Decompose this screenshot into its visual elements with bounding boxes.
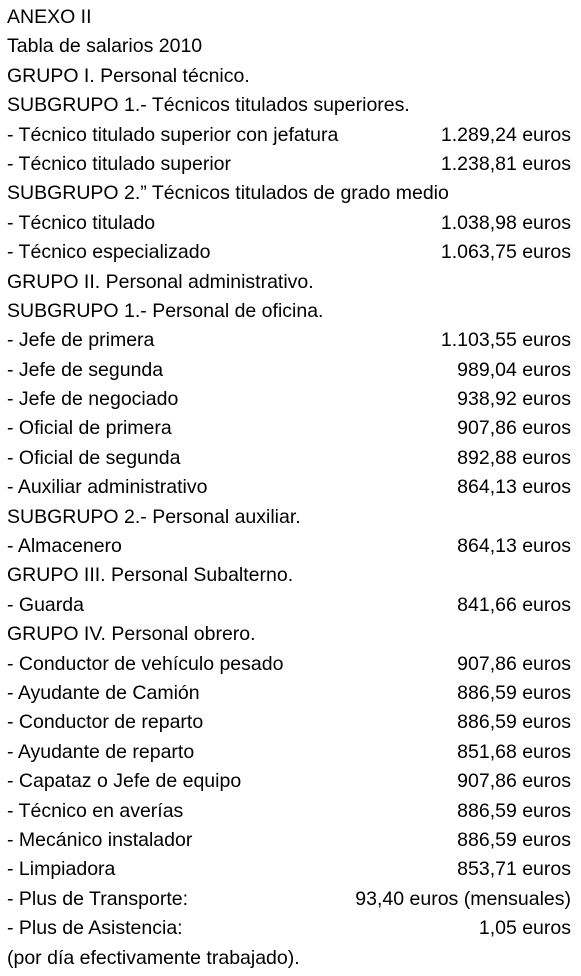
- job-title: - Limpiadora: [7, 858, 116, 881]
- salary-row: [7, 797, 571, 826]
- job-title: - Mecánico instalador: [7, 828, 193, 851]
- salary-row: [7, 679, 571, 708]
- salary-amount: 1.038,98 euros: [440, 211, 571, 234]
- subgroup-heading: [7, 91, 571, 120]
- allowance-row: [7, 885, 571, 914]
- salary-amount: 907,86 euros: [457, 417, 571, 440]
- subgroup-heading: [7, 179, 571, 208]
- salary-row: [7, 708, 571, 737]
- salary-amount: 1.103,55 euros: [440, 329, 571, 352]
- line-label: GRUPO II. Personal administrativo.: [7, 270, 314, 293]
- job-title: - Ayudante de reparto: [7, 740, 195, 763]
- salary-amount: 886,59 euros: [457, 828, 571, 851]
- job-title: - Conductor de vehículo pesado: [7, 652, 284, 675]
- line-label: GRUPO IV. Personal obrero.: [7, 623, 256, 646]
- salary-amount: 989,04 euros: [457, 358, 571, 381]
- salary-amount: 864,13 euros: [457, 535, 571, 558]
- salary-amount: 851,68 euros: [457, 740, 571, 763]
- line-label: Tabla de salarios 2010: [7, 35, 203, 58]
- salary-row: [7, 444, 571, 473]
- salary-amount: 853,71 euros: [457, 858, 571, 881]
- group-heading: [7, 62, 571, 91]
- salary-amount: 938,92 euros: [457, 388, 571, 411]
- salary-amount: 886,59 euros: [457, 681, 571, 704]
- salary-amount: 864,13 euros: [457, 476, 571, 499]
- job-title: - Oficial de segunda: [7, 446, 181, 469]
- salary-row: [7, 356, 571, 385]
- job-title: - Técnico especializado: [7, 241, 211, 264]
- allowance-title: - Plus de Transporte:: [7, 887, 189, 910]
- job-title: - Jefe de negociado: [7, 388, 179, 411]
- salary-amount: 886,59 euros: [457, 711, 571, 734]
- job-title: - Almacenero: [7, 535, 122, 558]
- line-label: SUBGRUPO 1.- Personal de oficina.: [7, 299, 324, 322]
- subgroup-heading: [7, 297, 571, 326]
- job-title: - Técnico titulado superior: [7, 152, 232, 175]
- job-title: - Capataz o Jefe de equipo: [7, 770, 242, 793]
- salary-amount: 1.289,24 euros: [440, 123, 571, 146]
- salary-amount: 907,86 euros: [457, 770, 571, 793]
- footnote: [7, 944, 571, 973]
- document-heading: [7, 3, 571, 32]
- salary-row: [7, 738, 571, 767]
- job-title: - Jefe de primera: [7, 329, 155, 352]
- job-title: - Auxiliar administrativo: [7, 476, 208, 499]
- job-title: - Ayudante de Camión: [7, 681, 200, 704]
- line-label: GRUPO I. Personal técnico.: [7, 64, 250, 87]
- salary-row: [7, 414, 571, 443]
- salary-row: [7, 385, 571, 414]
- job-title: - Técnico en averías: [7, 799, 184, 822]
- job-title: - Conductor de reparto: [7, 711, 204, 734]
- subgroup-heading: [7, 503, 571, 532]
- group-heading: [7, 620, 571, 649]
- salary-table-document: [7, 3, 571, 973]
- line-label: SUBGRUPO 1.- Técnicos titulados superiores.: [7, 94, 410, 117]
- document-subtitle: [7, 32, 571, 61]
- allowance-amount: 1,05 euros: [478, 917, 571, 940]
- line-label: SUBGRUPO 2.- Personal auxiliar.: [7, 505, 301, 528]
- job-title: - Oficial de primera: [7, 417, 172, 440]
- job-title: - Técnico titulado superior con jefatura: [7, 123, 339, 146]
- salary-row: [7, 473, 571, 502]
- allowance-row: [7, 914, 571, 943]
- salary-amount: 841,66 euros: [457, 593, 571, 616]
- footnote-text: (por día efectivamente trabajado).: [7, 946, 300, 969]
- allowance-amount: 93,40 euros (mensuales): [355, 887, 571, 910]
- salary-amount: 886,59 euros: [457, 799, 571, 822]
- group-heading: [7, 561, 571, 590]
- salary-row: [7, 150, 571, 179]
- group-heading: [7, 268, 571, 297]
- salary-row: [7, 121, 571, 150]
- salary-amount: 892,88 euros: [457, 446, 571, 469]
- job-title: - Técnico titulado: [7, 211, 156, 234]
- salary-row: [7, 532, 571, 561]
- salary-row: [7, 826, 571, 855]
- salary-amount: 1.238,81 euros: [440, 152, 571, 175]
- salary-row: [7, 209, 571, 238]
- job-title: - Jefe de segunda: [7, 358, 164, 381]
- allowance-title: - Plus de Asistencia:: [7, 917, 183, 940]
- salary-row: [7, 650, 571, 679]
- job-title: - Guarda: [7, 593, 84, 616]
- line-label: SUBGRUPO 2.” Técnicos titulados de grado medio: [7, 182, 449, 205]
- salary-amount: 1.063,75 euros: [440, 241, 571, 264]
- salary-amount: 907,86 euros: [457, 652, 571, 675]
- line-label: GRUPO III. Personal Subalterno.: [7, 564, 294, 587]
- line-label: ANEXO II: [7, 6, 92, 28]
- salary-row: [7, 767, 571, 796]
- salary-row: [7, 238, 571, 267]
- salary-row: [7, 326, 571, 355]
- salary-row: [7, 855, 571, 884]
- salary-row: [7, 591, 571, 620]
